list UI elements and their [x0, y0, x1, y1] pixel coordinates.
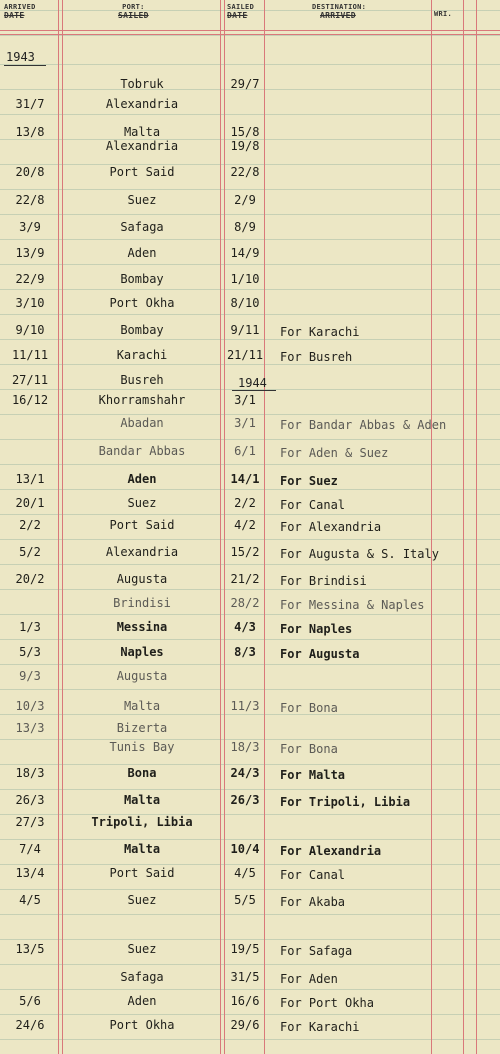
sailed-date: 22/8 — [230, 165, 260, 179]
arrived-date: 5/2 — [19, 545, 41, 559]
column-rule-sailed — [264, 0, 265, 1054]
port-name: Suez — [127, 193, 157, 207]
header-arrived-label: ARRIVED — [4, 3, 36, 11]
sailed-date: 14/9 — [230, 246, 260, 260]
sailed-date: 3/1 — [234, 393, 256, 407]
header-arrived — [4, 3, 36, 20]
destination-note: For Akaba — [280, 895, 346, 909]
header-rule — [0, 30, 500, 31]
arrived-date: 31/7 — [15, 97, 45, 111]
destination-note: For Safaga — [280, 944, 353, 958]
port-name: Tobruk — [120, 77, 164, 91]
sailed-date: 8/9 — [234, 220, 256, 234]
destination-note: For Tripoli, Libia — [280, 795, 411, 809]
header-destination — [312, 3, 366, 20]
port-name: Port Okha — [109, 296, 175, 310]
sailed-date: 31/5 — [230, 970, 260, 984]
arrived-date: 20/8 — [15, 165, 45, 179]
port-name: Bombay — [120, 272, 164, 286]
destination-note: For Busreh — [280, 350, 353, 364]
arrived-date: 10/3 — [15, 699, 45, 713]
port-name: Alexandria — [105, 139, 179, 153]
port-name: Brindisi — [113, 596, 171, 610]
destination-note: For Port Okha — [280, 996, 374, 1010]
arrived-date: 1/3 — [19, 620, 41, 634]
destination-note: For Alexandria — [280, 844, 382, 858]
column-rule-arrived-double — [62, 0, 63, 1054]
arrived-date: 16/12 — [11, 393, 49, 407]
arrived-date: 5/6 — [19, 994, 41, 1008]
destination-note: For Aden — [280, 972, 338, 986]
sailed-date: 10/4 — [230, 842, 260, 856]
destination-note: For Malta — [280, 768, 346, 782]
port-name: Alexandria — [105, 545, 179, 559]
destination-note: For Karachi — [280, 1020, 360, 1034]
sailed-date: 4/2 — [234, 518, 256, 532]
destination-note: For Naples — [280, 622, 353, 636]
arrived-date: 22/9 — [15, 272, 45, 286]
header-port — [118, 3, 149, 20]
arrived-date: 9/3 — [19, 669, 41, 683]
port-name: Safaga — [120, 970, 164, 984]
arrived-date: 3/10 — [15, 296, 45, 310]
port-name: Tunis Bay — [109, 740, 175, 754]
port-name: Busreh — [120, 373, 164, 387]
port-name: Port Okha — [109, 1018, 175, 1032]
port-name: Alexandria — [105, 97, 179, 111]
header-rule-double — [0, 34, 500, 35]
sailed-date: 11/3 — [230, 699, 260, 713]
sailed-date: 1/10 — [230, 272, 260, 286]
column-rule-port — [220, 0, 221, 1054]
port-name: Bona — [127, 766, 157, 780]
sailed-date: 26/3 — [230, 793, 260, 807]
header-port-strike: SAILED — [118, 11, 149, 20]
port-name: Aden — [127, 994, 157, 1008]
sailed-date: 9/11 — [230, 323, 260, 337]
arrived-date: 13/1 — [15, 472, 45, 486]
year-1943-underline — [4, 65, 46, 66]
sailed-date: 19/5 — [230, 942, 260, 956]
arrived-date: 11/11 — [11, 348, 49, 362]
sailed-date: 16/6 — [230, 994, 260, 1008]
sailed-date: 6/1 — [234, 444, 256, 458]
port-name: Safaga — [120, 220, 164, 234]
sailed-date: 15/2 — [230, 545, 260, 559]
port-name: Abadan — [120, 416, 164, 430]
header-wri — [434, 10, 452, 18]
destination-note: For Aden & Suez — [280, 446, 389, 460]
sailed-date: 3/1 — [234, 416, 256, 430]
port-name: Tripoli, Libia — [91, 815, 193, 829]
sailed-date: 4/5 — [234, 866, 256, 880]
port-name: Bizerta — [116, 721, 168, 735]
sailed-date: 8/3 — [234, 645, 256, 659]
column-rule-port-double — [224, 0, 225, 1054]
destination-note: For Suez — [280, 474, 338, 488]
arrived-date: 18/3 — [15, 766, 45, 780]
sailed-date: 18/3 — [230, 740, 260, 754]
port-name: Malta — [123, 125, 161, 139]
port-name: Naples — [120, 645, 164, 659]
port-name: Malta — [123, 699, 161, 713]
header-arrived-strike: DATE — [4, 11, 25, 20]
arrived-date: 3/9 — [19, 220, 41, 234]
port-name: Malta — [123, 793, 161, 807]
arrived-date: 13/4 — [15, 866, 45, 880]
port-name: Malta — [123, 842, 161, 856]
sailed-date: 2/9 — [234, 193, 256, 207]
year-1943: 1943 — [6, 50, 35, 64]
arrived-date: 13/9 — [15, 246, 45, 260]
column-rule-right — [476, 0, 477, 1054]
port-name: Suez — [127, 893, 157, 907]
arrived-date: 20/2 — [15, 572, 45, 586]
header-destination-label: DESTINATION: — [312, 3, 367, 11]
destination-note: For Karachi — [280, 325, 360, 339]
port-name: Aden — [127, 246, 157, 260]
port-name: Karachi — [116, 348, 168, 362]
port-name: Aden — [127, 472, 157, 486]
port-name: Bombay — [120, 323, 164, 337]
destination-note: For Bandar Abbas & Aden — [280, 418, 447, 432]
header-sailed-label: SAILED — [227, 3, 255, 11]
destination-note: For Augusta & S. Italy — [280, 547, 439, 561]
port-name: Messina — [116, 620, 168, 634]
sailed-date: 2/2 — [234, 496, 256, 510]
port-name: Suez — [127, 942, 157, 956]
sailed-date: 24/3 — [230, 766, 260, 780]
arrived-date: 27/3 — [15, 815, 45, 829]
sailed-date: 4/3 — [234, 620, 256, 634]
column-rule-wri — [463, 0, 464, 1054]
port-name: Port Said — [109, 165, 175, 179]
destination-note: For Augusta — [280, 647, 360, 661]
header-sailed-strike: DATE — [227, 11, 248, 20]
port-name: Augusta — [116, 669, 168, 683]
header-sailed — [227, 3, 254, 20]
port-name: Bandar Abbas — [98, 444, 186, 458]
sailed-date: 29/6 — [230, 1018, 260, 1032]
arrived-date: 27/11 — [11, 373, 49, 387]
arrived-date: 7/4 — [19, 842, 41, 856]
sailed-date: 21/11 — [226, 348, 264, 362]
header-port-label: PORT: — [122, 3, 145, 11]
arrived-date: 22/8 — [15, 193, 45, 207]
port-name: Suez — [127, 496, 157, 510]
destination-note: For Canal — [280, 498, 346, 512]
sailed-date: 21/2 — [230, 572, 260, 586]
arrived-date: 13/3 — [15, 721, 45, 735]
arrived-date: 24/6 — [15, 1018, 45, 1032]
arrived-date: 9/10 — [15, 323, 45, 337]
column-rule-destination — [431, 0, 432, 1054]
destination-note: For Brindisi — [280, 574, 367, 588]
destination-note: For Messina & Naples — [280, 598, 425, 612]
sailed-date: 14/1 — [230, 472, 260, 486]
arrived-date: 26/3 — [15, 793, 45, 807]
port-name: Port Said — [109, 518, 175, 532]
sailed-date: 5/5 — [234, 893, 256, 907]
port-name: Port Said — [109, 866, 175, 880]
sailed-date: 8/10 — [230, 296, 260, 310]
sailed-date: 28/2 — [230, 596, 260, 610]
port-name: Khorramshahr — [98, 393, 186, 407]
destination-note: For Bona — [280, 742, 338, 756]
header-destination-strike: ARRIVED — [320, 11, 356, 20]
sailed-date: 19/8 — [230, 139, 260, 153]
arrived-date: 20/1 — [15, 496, 45, 510]
sailed-date: 15/8 — [230, 125, 260, 139]
arrived-date: 5/3 — [19, 645, 41, 659]
port-name: Augusta — [116, 572, 168, 586]
column-rule-arrived — [58, 0, 59, 1054]
header-wri-label: WRI. — [434, 10, 453, 18]
destination-note: For Bona — [280, 701, 338, 715]
arrived-date: 2/2 — [19, 518, 41, 532]
year-1944-underline — [232, 390, 276, 391]
destination-note: For Canal — [280, 868, 346, 882]
arrived-date: 13/8 — [15, 125, 45, 139]
year-1944: 1944 — [238, 376, 267, 390]
sailed-date: 29/7 — [230, 77, 260, 91]
destination-note: For Alexandria — [280, 520, 382, 534]
arrived-date: 13/5 — [15, 942, 45, 956]
arrived-date: 4/5 — [19, 893, 41, 907]
